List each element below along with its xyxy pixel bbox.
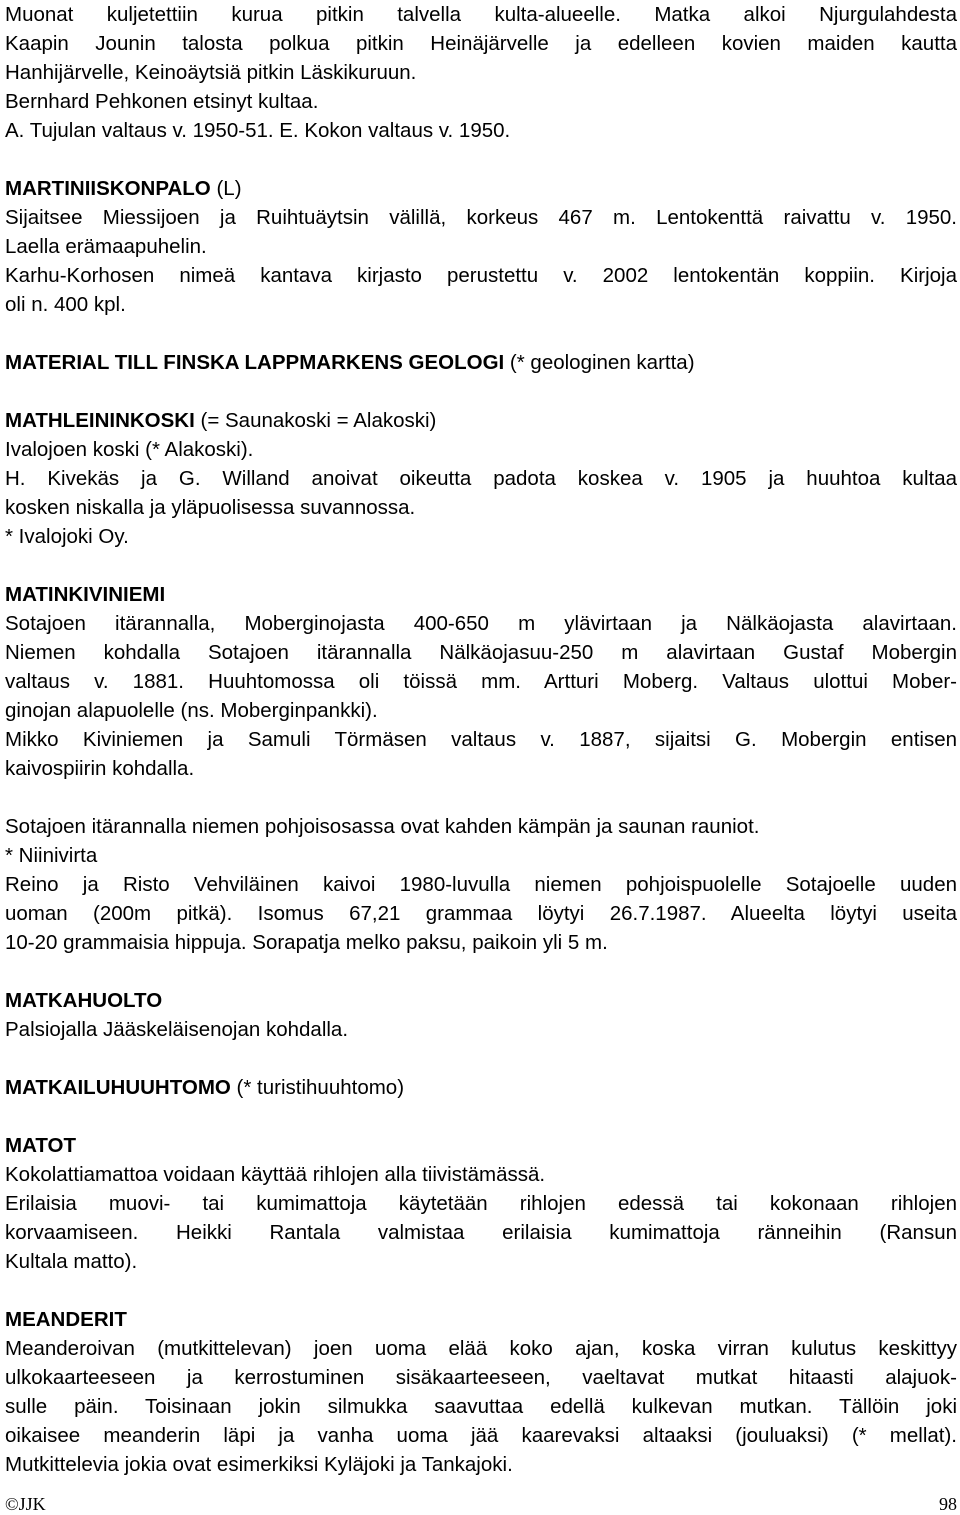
intro-line-3: Hanhijärvelle, Keinoäytsiä pitkin Läskikuruun. xyxy=(5,61,417,84)
entry-heading-matkahuolto xyxy=(5,986,957,1015)
entry-line: kosken niskalla ja yläpuolisessa suvannossa. xyxy=(5,496,416,519)
entry-line: uoman (200m pitkä). Isomus 67,21 grammaa löytyi 26.7.1987. Alueelta löytyi useita xyxy=(5,902,957,925)
entry-heading-matinkiviniemi xyxy=(5,580,957,609)
entry-line: Kultala matto). xyxy=(5,1250,138,1273)
entry-title: MATHLEININKOSKI xyxy=(5,409,195,432)
entry-line: * Ivalojoki Oy. xyxy=(5,525,129,548)
entry-line: Ivalojoen koski (* Alakoski). xyxy=(5,438,254,461)
intro-line-2: Kaapin Jounin talosta polkua pitkin Heinäjärvelle ja edelleen kovien maiden kautta xyxy=(5,32,957,55)
entry-line: sulle päin. Toisinaan jokin silmukka saavuttaa edellä kulkevan mutkan. Tällöin joki xyxy=(5,1395,957,1418)
intro-line-4: Bernhard Pehkonen etsinyt kultaa. xyxy=(5,90,319,113)
entry-line: Niemen kohdalla Sotajoen itärannalla Nälkäojasuu-250 m alavirtaan Gustaf Mobergin xyxy=(5,641,957,664)
entry-heading-matkailuhuuhtomo xyxy=(5,1073,957,1102)
entry-line: ulkokaarteeseen ja kerrostuminen sisäkaarteeseen, vaeltavat mutkat hitaasti alajuok- xyxy=(5,1366,957,1389)
entry-line: kaivospiirin kohdalla. xyxy=(5,757,195,780)
entry-note: (* geologinen kartta) xyxy=(504,351,695,374)
entry-line: * Niinivirta xyxy=(5,844,98,867)
entry-heading-material xyxy=(5,348,957,377)
entry-heading-martiniiskonpalo xyxy=(5,174,957,203)
entry-line: Mikko Kiviniemen ja Samuli Törmäsen valtaus v. 1887, sijaitsi G. Mobergin entisen xyxy=(5,728,957,751)
entry-line: Sotajoen itärannalla, Moberginojasta 400-650 m ylävirtaan ja Nälkäojasta alavirtaan. xyxy=(5,612,957,635)
entry-note: (* turistihuuhtomo) xyxy=(230,1076,405,1099)
entry-title: MATERIAL TILL FINSKA LAPPMARKENS GEOLOGI xyxy=(5,351,505,374)
entry-title: MATINKIVINIEMI xyxy=(5,583,166,606)
entry-line: Sijaitsee Miessijoen ja Ruihtuäytsin välillä, korkeus 467 m. Lentokenttä raivattu v. 1950. xyxy=(5,206,957,229)
entry-line: Mutkittelevia jokia ovat esimerkiksi Kyläjoki ja Tankajoki. xyxy=(5,1453,513,1476)
entry-title: MEANDERIT xyxy=(5,1308,127,1331)
entry-line: oikaisee meanderin läpi ja vanha uoma jää kaarevaksi altaaksi (jouluaksi) (* mellat). xyxy=(5,1424,957,1447)
entry-line: Palsiojalla Jääskeläisenojan kohdalla. xyxy=(5,1018,349,1041)
entry-line: Erilaisia muovi- tai kumimattoja käytetään rihlojen edessä tai kokonaan rihlojen xyxy=(5,1192,957,1215)
entry-tag: (L) xyxy=(210,177,242,200)
page-number: 98 xyxy=(939,1494,957,1514)
entry-line: Meanderoivan (mutkittelevan) joen uoma elää koko ajan, koska virran kulutus keskittyy xyxy=(5,1337,957,1360)
entry-line: valtaus v. 1881. Huuhtomossa oli töissä mm. Artturi Moberg. Valtaus ulottui Mober- xyxy=(5,670,957,693)
entry-line: ginojan alapuolelle (ns. Moberginpankki). xyxy=(5,699,378,722)
entry-title: MATKAHUOLTO xyxy=(5,989,163,1012)
entry-line: Kokolattiamattoa voidaan käyttää rihlojen alla tiivistämässä. xyxy=(5,1163,546,1186)
entry-heading-mathleininkoski xyxy=(5,406,957,435)
entry-heading-meanderit xyxy=(5,1305,957,1334)
entry-title: MATKAILUHUUHTOMO xyxy=(5,1076,231,1099)
document-page xyxy=(5,0,957,1479)
entry-line: korvaamiseen. Heikki Rantala valmistaa erilaisia kumimattoja ränneihin (Ransun xyxy=(5,1221,957,1244)
entry-note: (= Saunakoski = Alakoski) xyxy=(194,409,437,432)
entry-line: Karhu-Korhosen nimeä kantava kirjasto perustettu v. 2002 lentokentän koppiin. Kirjoja xyxy=(5,264,957,287)
intro-line-1: Muonat kuljetettiin kurua pitkin talvella kulta-alueelle. Matka alkoi Njurgulahdesta xyxy=(5,3,957,26)
entry-line: oli n. 400 kpl. xyxy=(5,293,126,316)
entry-line: Laella erämaapuhelin. xyxy=(5,235,207,258)
entry-title: MARTINIISKONPALO xyxy=(5,177,211,200)
entry-line: 10-20 grammaisia hippuja. Sorapatja melko paksu, paikoin yli 5 m. xyxy=(5,931,608,954)
entry-line: Reino ja Risto Vehviläinen kaivoi 1980-luvulla niemen pohjoispuolelle Sotajoelle uuden xyxy=(5,873,957,896)
copyright-label: ©JJK xyxy=(5,1494,46,1514)
entry-title: MATOT xyxy=(5,1134,76,1157)
page-footer xyxy=(5,1494,957,1515)
entry-line: H. Kivekäs ja G. Willand anoivat oikeutta padota koskea v. 1905 ja huuhtoa kultaa xyxy=(5,467,957,490)
entry-heading-matot xyxy=(5,1131,957,1160)
entry-line: Sotajoen itärannalla niemen pohjoisosassa ovat kahden kämpän ja saunan rauniot. xyxy=(5,815,760,838)
intro-line-5: A. Tujulan valtaus v. 1950-51. E. Kokon valtaus v. 1950. xyxy=(5,119,511,142)
